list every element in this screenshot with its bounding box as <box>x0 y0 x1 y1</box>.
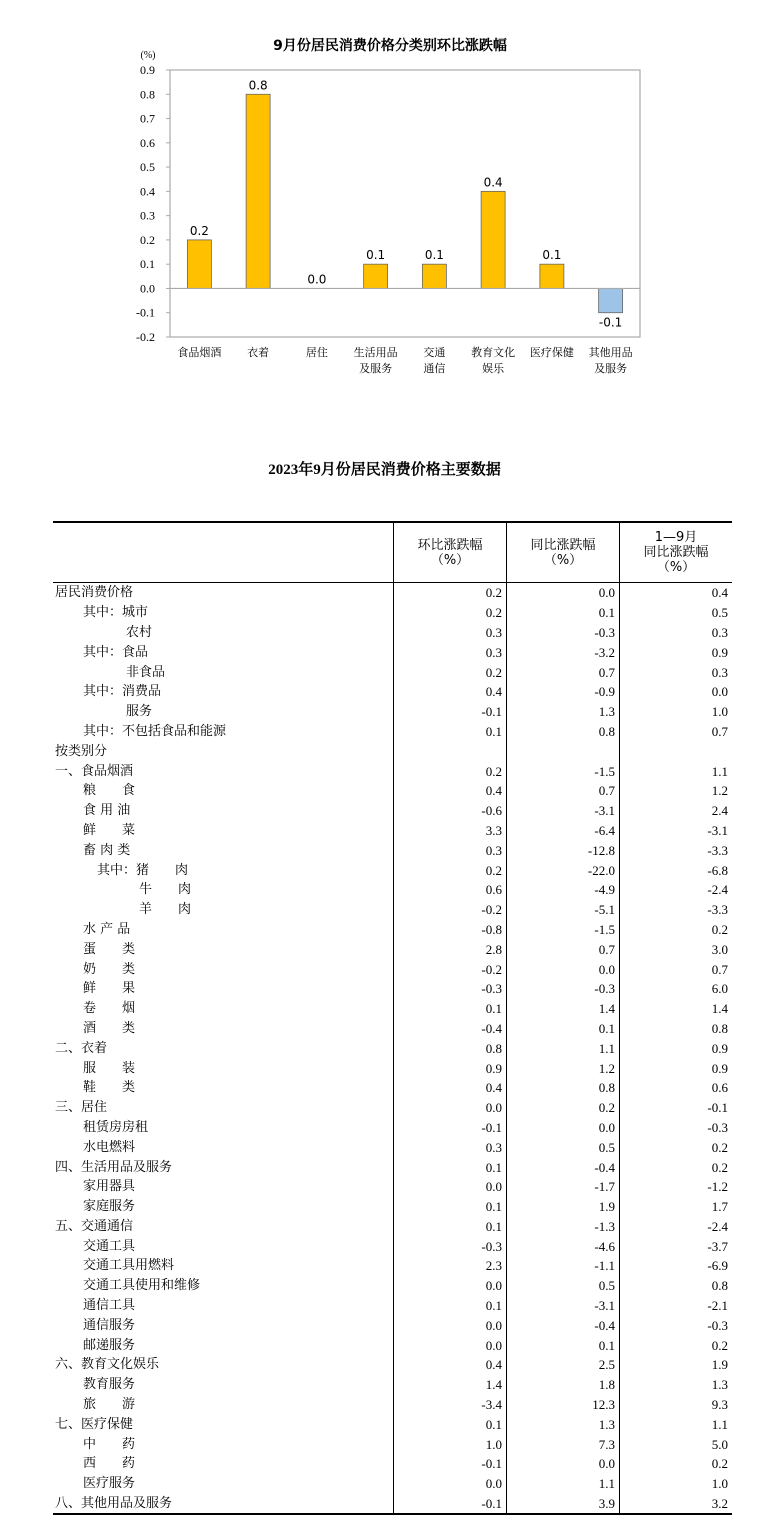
table-row <box>53 603 732 623</box>
yoy-value: -22.0 <box>507 860 620 880</box>
bar <box>246 94 270 288</box>
yoy-value: -12.8 <box>507 840 620 860</box>
header-line: （%） <box>656 560 696 575</box>
mom-value: -0.4 <box>394 1019 507 1039</box>
table-row <box>53 722 732 742</box>
ytd-yoy-value: 0.0 <box>620 682 733 702</box>
mom-value: 0.4 <box>394 682 507 702</box>
mom-value: -3.4 <box>394 1395 507 1415</box>
table-row <box>53 801 732 821</box>
data-label: 0.1 <box>424 248 444 263</box>
mom-value: 0.4 <box>394 1355 507 1375</box>
ytd-yoy-value: 3.2 <box>620 1494 733 1515</box>
yoy-value: 0.2 <box>507 1098 620 1118</box>
yoy-value: 0.0 <box>507 1118 620 1138</box>
mom-value: 0.2 <box>394 583 507 603</box>
y-tick-label: 0.5 <box>140 160 155 175</box>
yoy-value: -6.4 <box>507 821 620 841</box>
y-tick-label: 0.0 <box>140 281 155 296</box>
header-mom <box>394 522 507 583</box>
yoy-value <box>507 741 620 761</box>
table-row <box>53 1375 732 1395</box>
mom-value: 0.3 <box>394 840 507 860</box>
row-label: 一、食品烟酒 <box>55 763 134 779</box>
mom-value: -0.6 <box>394 801 507 821</box>
data-label: 0.1 <box>542 248 562 263</box>
yoy-value: 0.7 <box>507 939 620 959</box>
ytd-yoy-value: -3.3 <box>620 900 733 920</box>
row-label: 二、衣着 <box>55 1040 108 1056</box>
mom-value: -0.2 <box>394 959 507 979</box>
row-label: 鞋 类 <box>83 1080 136 1096</box>
table-row <box>53 1276 732 1296</box>
yoy-value: 1.9 <box>507 1197 620 1217</box>
ytd-yoy-value: -3.7 <box>620 1236 733 1256</box>
header-line: （%） <box>430 552 470 568</box>
ytd-yoy-value: 0.2 <box>620 1335 733 1355</box>
table-row <box>53 1355 732 1375</box>
mom-value: 0.0 <box>394 1315 507 1335</box>
row-label: 中 药 <box>83 1436 136 1452</box>
data-label: 0.0 <box>307 272 327 287</box>
row-label: 六、教育文化娱乐 <box>55 1357 160 1373</box>
row-label: 酒 类 <box>83 1020 136 1036</box>
ytd-yoy-value: 0.9 <box>620 642 733 662</box>
yoy-value: 1.8 <box>507 1375 620 1395</box>
ytd-yoy-value: 0.8 <box>620 1276 733 1296</box>
table-row <box>53 999 732 1019</box>
mom-value: -0.1 <box>394 1454 507 1474</box>
mom-value: 0.8 <box>394 1038 507 1058</box>
table-row <box>53 1019 732 1039</box>
row-label: 水 产 品 <box>83 921 131 937</box>
row-label: 粮 食 <box>83 783 136 799</box>
mom-value: 0.3 <box>394 623 507 643</box>
ytd-yoy-value: -0.1 <box>620 1098 733 1118</box>
mom-value: -0.2 <box>394 900 507 920</box>
ytd-yoy-value: 0.2 <box>620 1137 733 1157</box>
ytd-yoy-value: 0.2 <box>620 1157 733 1177</box>
x-tick-label: 居住 <box>305 346 328 359</box>
yoy-value: 1.4 <box>507 999 620 1019</box>
yoy-value: 0.5 <box>507 1137 620 1157</box>
header-line: 环比涨跌幅 <box>417 537 483 553</box>
mom-value: 0.2 <box>394 662 507 682</box>
table-row <box>53 682 732 702</box>
table-row <box>53 1434 732 1454</box>
row-label: 羊 肉 <box>139 902 192 918</box>
yoy-value: 2.5 <box>507 1355 620 1375</box>
yoy-value: 1.2 <box>507 1058 620 1078</box>
y-tick-label: 0.9 <box>140 63 155 77</box>
mom-value: 0.3 <box>394 642 507 662</box>
yoy-value: 0.8 <box>507 1078 620 1098</box>
ytd-yoy-value: 0.3 <box>620 662 733 682</box>
table-row <box>53 1197 732 1217</box>
x-tick-label: 及服务 <box>359 362 393 375</box>
table-row <box>53 1217 732 1237</box>
ytd-yoy-value: 1.4 <box>620 999 733 1019</box>
mom-value: 0.1 <box>394 1217 507 1237</box>
mom-value: 0.0 <box>394 1276 507 1296</box>
row-label: 教育服务 <box>83 1377 136 1393</box>
table-row <box>53 979 732 999</box>
y-tick-label: -0.2 <box>136 330 155 344</box>
ytd-yoy-value: 0.2 <box>620 920 733 940</box>
ytd-yoy-value: 2.4 <box>620 801 733 821</box>
table-row <box>53 1315 732 1335</box>
mom-value: 0.2 <box>394 761 507 781</box>
yoy-value: 3.9 <box>507 1494 620 1515</box>
yoy-value: -1.7 <box>507 1177 620 1197</box>
ytd-yoy-value: 3.0 <box>620 939 733 959</box>
row-label: 其中：消费品 <box>83 684 162 700</box>
data-label: 0.1 <box>366 248 386 263</box>
yoy-value: -4.6 <box>507 1236 620 1256</box>
row-label: 租赁房房租 <box>83 1119 149 1135</box>
data-label: 0.2 <box>189 223 209 238</box>
table-row <box>53 821 732 841</box>
mom-value: -0.1 <box>394 1494 507 1515</box>
row-label: 三、居住 <box>55 1100 108 1116</box>
ytd-yoy-value: 5.0 <box>620 1434 733 1454</box>
yoy-value: 0.0 <box>507 959 620 979</box>
ytd-yoy-value: 0.7 <box>620 722 733 742</box>
mom-value: 0.0 <box>394 1335 507 1355</box>
table-row <box>53 662 732 682</box>
mom-value: 0.1 <box>394 999 507 1019</box>
yoy-value: -0.4 <box>507 1315 620 1335</box>
table-row <box>53 1236 732 1256</box>
mom-value: 0.2 <box>394 860 507 880</box>
mom-value: 0.1 <box>394 1157 507 1177</box>
header-line: 1—9月 <box>654 530 698 545</box>
table-row <box>53 900 732 920</box>
table-row <box>53 1118 732 1138</box>
table-row <box>53 860 732 880</box>
y-axis-unit: (%) <box>140 50 156 61</box>
row-label: 非食品 <box>126 664 166 680</box>
data-label: 0.4 <box>483 175 503 190</box>
table-row <box>53 623 732 643</box>
ytd-yoy-value: 1.0 <box>620 702 733 722</box>
row-label: 通信工具 <box>83 1298 136 1314</box>
ytd-yoy-value: 0.9 <box>620 1058 733 1078</box>
ytd-yoy-value: 1.1 <box>620 761 733 781</box>
yoy-value: 0.7 <box>507 662 620 682</box>
table-row <box>53 1177 732 1197</box>
mom-value: -0.1 <box>394 1118 507 1138</box>
mom-value: 1.0 <box>394 1434 507 1454</box>
table-row <box>53 1058 732 1078</box>
table-row <box>53 1038 732 1058</box>
row-label: 居民消费价格 <box>55 585 134 601</box>
mom-value: 0.4 <box>394 1078 507 1098</box>
row-label: 畜 肉 类 <box>83 842 131 858</box>
ytd-yoy-value: 0.2 <box>620 1454 733 1474</box>
row-label: 交通工具用燃料 <box>83 1258 175 1274</box>
row-label: 家用器具 <box>83 1179 136 1195</box>
yoy-value: -0.9 <box>507 682 620 702</box>
mom-value: 0.1 <box>394 1197 507 1217</box>
yoy-value: 1.3 <box>507 702 620 722</box>
mom-value: 2.8 <box>394 939 507 959</box>
table-row <box>53 959 732 979</box>
table-row <box>53 1256 732 1276</box>
header-item <box>53 522 394 583</box>
x-tick-label: 食品烟酒 <box>177 346 222 359</box>
table-row <box>53 583 732 603</box>
mom-value: -0.8 <box>394 920 507 940</box>
table-row <box>53 761 732 781</box>
table-row <box>53 880 732 900</box>
table-row <box>53 1335 732 1355</box>
x-tick-label: 娱乐 <box>482 362 505 375</box>
yoy-value: 0.1 <box>507 603 620 623</box>
yoy-value: -1.3 <box>507 1217 620 1237</box>
table-row <box>53 1098 732 1118</box>
table-header-row <box>53 522 732 583</box>
ytd-yoy-value: 0.3 <box>620 623 733 643</box>
data-label: -0.1 <box>598 315 623 330</box>
bar <box>187 240 211 289</box>
ytd-yoy-value: 0.8 <box>620 1019 733 1039</box>
ytd-yoy-value: 1.1 <box>620 1414 733 1434</box>
row-label: 鲜 菜 <box>83 822 136 838</box>
y-tick-label: 0.1 <box>140 257 155 272</box>
yoy-value: 1.1 <box>507 1038 620 1058</box>
mom-value: 0.0 <box>394 1474 507 1494</box>
ytd-yoy-value: 0.7 <box>620 959 733 979</box>
yoy-value: 0.0 <box>507 1454 620 1474</box>
x-tick-label: 教育文化 <box>471 346 516 359</box>
mom-value: 0.2 <box>394 603 507 623</box>
row-label: 旅 游 <box>83 1397 136 1413</box>
table-title: 2023年9月份居民消费价格主要数据 <box>268 462 501 478</box>
yoy-value: -0.3 <box>507 979 620 999</box>
row-label: 交通工具使用和维修 <box>83 1278 201 1294</box>
table-row <box>53 1296 732 1316</box>
table-row <box>53 781 732 801</box>
row-label: 其中：城市 <box>83 605 149 621</box>
row-label: 八、其他用品及服务 <box>55 1496 173 1512</box>
ytd-yoy-value: -2.1 <box>620 1296 733 1316</box>
x-tick-label: 交通 <box>423 346 446 359</box>
yoy-value: 0.7 <box>507 781 620 801</box>
mom-value: 0.4 <box>394 781 507 801</box>
table-row <box>53 939 732 959</box>
row-label: 交通工具 <box>83 1238 136 1254</box>
y-tick-label: 0.4 <box>140 184 155 199</box>
bar-chart <box>0 0 769 400</box>
ytd-yoy-value: -0.3 <box>620 1315 733 1335</box>
table-row <box>53 1414 732 1434</box>
ytd-yoy-value: 0.4 <box>620 583 733 603</box>
x-tick-label: 衣着 <box>247 346 270 359</box>
yoy-value: -5.1 <box>507 900 620 920</box>
cpi-data-table <box>53 521 732 1515</box>
row-label: 其中：不包括食品和能源 <box>83 723 227 739</box>
mom-value: 1.4 <box>394 1375 507 1395</box>
row-label: 牛 肉 <box>139 882 192 898</box>
header-line: 同比涨跌幅 <box>643 545 709 560</box>
row-label: 卷 烟 <box>83 1001 136 1017</box>
mom-value: 0.0 <box>394 1177 507 1197</box>
ytd-yoy-value: -2.4 <box>620 880 733 900</box>
ytd-yoy-value: 1.7 <box>620 1197 733 1217</box>
yoy-value: -4.9 <box>507 880 620 900</box>
mom-value: -0.1 <box>394 702 507 722</box>
bar <box>481 191 505 288</box>
table-row <box>53 920 732 940</box>
table-row <box>53 1157 732 1177</box>
ytd-yoy-value: -2.4 <box>620 1217 733 1237</box>
ytd-yoy-value: -3.1 <box>620 821 733 841</box>
bar <box>599 288 623 312</box>
y-tick-label: 0.8 <box>140 87 155 102</box>
ytd-yoy-value: -0.3 <box>620 1118 733 1138</box>
mom-value: 0.3 <box>394 1137 507 1157</box>
yoy-value: -3.1 <box>507 1296 620 1316</box>
ytd-yoy-value: 0.9 <box>620 1038 733 1058</box>
ytd-yoy-value: 1.0 <box>620 1474 733 1494</box>
row-label: 鲜 果 <box>83 981 136 997</box>
yoy-value: 0.5 <box>507 1276 620 1296</box>
yoy-value: 12.3 <box>507 1395 620 1415</box>
row-label: 通信服务 <box>83 1317 136 1333</box>
y-tick-label: 0.7 <box>140 111 155 126</box>
ytd-yoy-value: 1.3 <box>620 1375 733 1395</box>
y-tick-label: 0.3 <box>140 208 155 223</box>
bar <box>540 264 564 288</box>
ytd-yoy-value: 1.9 <box>620 1355 733 1375</box>
row-label: 按类别分 <box>55 743 108 759</box>
data-label: 0.8 <box>248 78 268 93</box>
yoy-value: 0.0 <box>507 583 620 603</box>
row-label: 西 药 <box>83 1456 136 1472</box>
yoy-value: -1.1 <box>507 1256 620 1276</box>
x-tick-label: 通信 <box>423 362 446 375</box>
table-row <box>53 702 732 722</box>
plot-area <box>170 70 640 337</box>
row-label: 其中：食品 <box>83 644 149 660</box>
row-label: 四、生活用品及服务 <box>55 1159 173 1175</box>
mom-value: 0.1 <box>394 1414 507 1434</box>
y-tick-label: 0.2 <box>140 232 155 247</box>
yoy-value: 1.3 <box>507 1414 620 1434</box>
yoy-value: 0.8 <box>507 722 620 742</box>
y-tick-label: -0.1 <box>136 305 155 320</box>
row-label: 家庭服务 <box>83 1199 136 1215</box>
table-row <box>53 642 732 662</box>
x-tick-label: 医疗保健 <box>529 346 574 359</box>
header-yoy <box>507 522 620 583</box>
ytd-yoy-value: -6.9 <box>620 1256 733 1276</box>
table-row <box>53 1454 732 1474</box>
mom-value: 0.1 <box>394 1296 507 1316</box>
row-label: 奶 类 <box>83 961 136 977</box>
row-label: 五、交通通信 <box>55 1218 134 1234</box>
mom-value: -0.3 <box>394 1236 507 1256</box>
row-label: 服 装 <box>83 1060 136 1076</box>
ytd-yoy-value: -1.2 <box>620 1177 733 1197</box>
mom-value: 0.9 <box>394 1058 507 1078</box>
yoy-value: 0.1 <box>507 1019 620 1039</box>
header-ytd-yoy <box>620 522 733 583</box>
row-label: 服务 <box>126 704 153 720</box>
bar <box>422 264 446 288</box>
ytd-yoy-value <box>620 741 733 761</box>
header-line: （%） <box>543 552 583 568</box>
mom-value: 3.3 <box>394 821 507 841</box>
ytd-yoy-value: 0.5 <box>620 603 733 623</box>
row-label: 水电燃料 <box>83 1139 136 1155</box>
ytd-yoy-value: 9.3 <box>620 1395 733 1415</box>
table-row <box>53 1137 732 1157</box>
table-row <box>53 1078 732 1098</box>
mom-value: -0.3 <box>394 979 507 999</box>
row-label: 七、医疗保健 <box>55 1416 134 1432</box>
mom-value: 0.6 <box>394 880 507 900</box>
yoy-value: -0.4 <box>507 1157 620 1177</box>
yoy-value: -0.3 <box>507 623 620 643</box>
table-row <box>53 1494 732 1515</box>
row-label: 食 用 油 <box>83 803 131 819</box>
x-tick-label: 生活用品 <box>353 346 398 359</box>
y-tick-label: 0.6 <box>140 135 155 150</box>
x-tick-label: 及服务 <box>594 362 628 375</box>
yoy-value: -3.1 <box>507 801 620 821</box>
row-label: 蛋 类 <box>83 941 136 957</box>
ytd-yoy-value: -3.3 <box>620 840 733 860</box>
table-row <box>53 1395 732 1415</box>
mom-value: 0.0 <box>394 1098 507 1118</box>
yoy-value: 1.1 <box>507 1474 620 1494</box>
yoy-value: 0.1 <box>507 1335 620 1355</box>
row-label: 邮递服务 <box>83 1337 136 1353</box>
mom-value: 0.1 <box>394 722 507 742</box>
row-label: 医疗服务 <box>83 1476 136 1492</box>
chart-title: 9月份居民消费价格分类别环比涨跌幅 <box>273 38 507 54</box>
yoy-value: -1.5 <box>507 761 620 781</box>
row-label: 其中：猪 肉 <box>97 862 189 878</box>
mom-value <box>394 741 507 761</box>
header-line: 同比涨跌幅 <box>530 537 596 553</box>
row-label: 农村 <box>126 624 153 640</box>
mom-value: 2.3 <box>394 1256 507 1276</box>
yoy-value: -3.2 <box>507 642 620 662</box>
ytd-yoy-value: 0.6 <box>620 1078 733 1098</box>
x-tick-label: 其他用品 <box>588 346 633 359</box>
table-row <box>53 840 732 860</box>
ytd-yoy-value: 1.2 <box>620 781 733 801</box>
bar <box>364 264 388 288</box>
yoy-value: -1.5 <box>507 920 620 940</box>
ytd-yoy-value: -6.8 <box>620 860 733 880</box>
table-row <box>53 1474 732 1494</box>
yoy-value: 7.3 <box>507 1434 620 1454</box>
table-row <box>53 741 732 761</box>
ytd-yoy-value: 6.0 <box>620 979 733 999</box>
